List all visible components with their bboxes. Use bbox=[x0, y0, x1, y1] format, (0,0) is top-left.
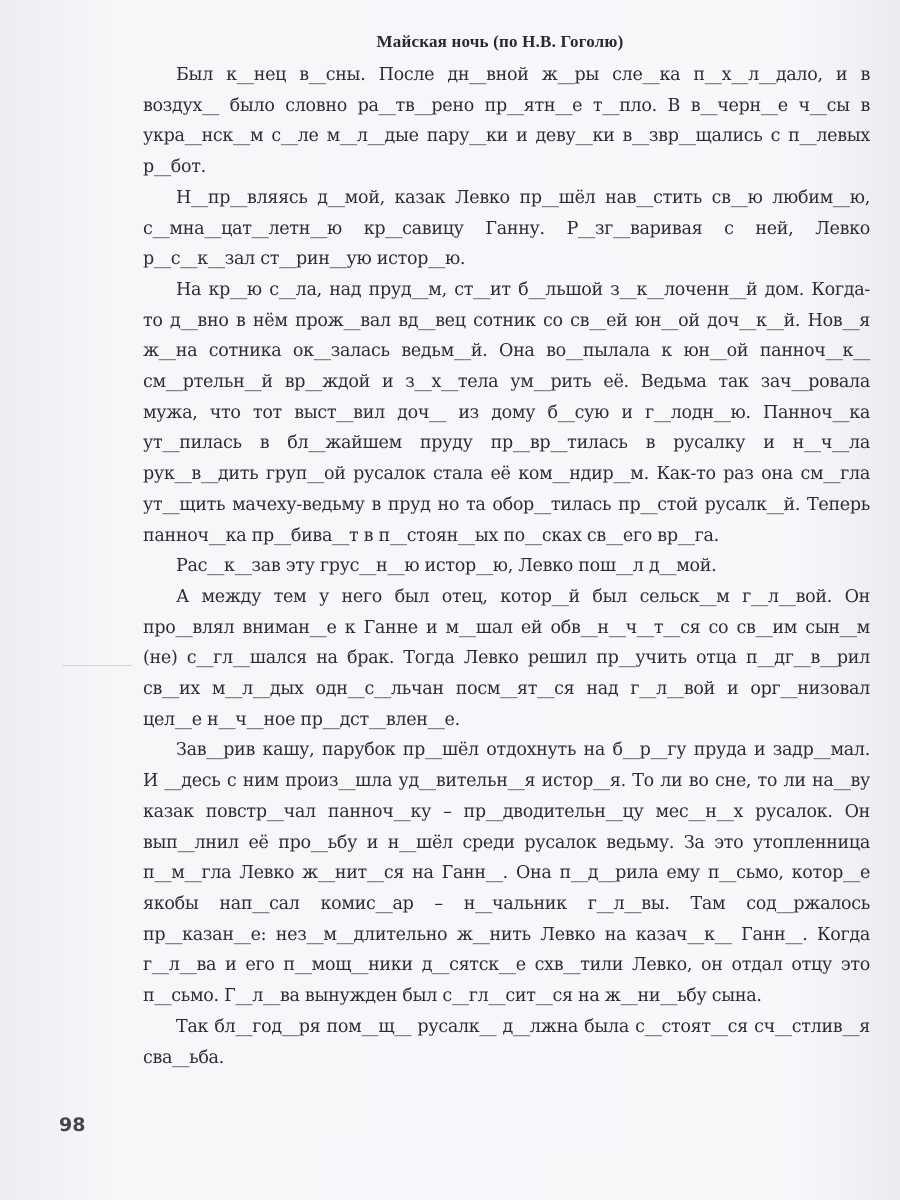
page-title: Майская ночь (по Н.В. Гоголю) bbox=[376, 32, 624, 51]
paragraph-1: Был к__нец в__сны. После дн__вной ж__ры сле__ка п__х__л__дало, и в воздух__ было словно ра__тв__рено пр__ятн__е т__пло. В в__черн__е ч__сы в укра__нск__м с__ле м__л__дые пару__ки и деву__ки в__звр__щались с п__левых р__бот. bbox=[143, 65, 870, 178]
paragraph-4: Рас__к__зав эту грус__н__ю истор__ю, Левко пош__л д__мой. bbox=[176, 556, 717, 577]
paragraph-2: Н__пр__вляясь д__мой, казак Левко пр__шёл нав__стить св__ю любим__ю, с__мна__цат__летн__ю кр__савицу Ганну. Р__зг__варивая с ней, Левко р__с__к__зал ст__рин__ую истор__ю. bbox=[143, 187, 870, 270]
exercise-text bbox=[143, 60, 870, 1073]
margin-divider bbox=[62, 665, 132, 666]
page-number: 98 bbox=[59, 1114, 86, 1136]
paragraph-6: Зав__рив кашу, парубок пр__шёл отдохнуть на б__р__гу пруда и задр__мал. И __десь с ним произ__шла уд__вительн__я истор__я. То ли во сне, то ли на__ву казак повстр__чал панноч__ку – пр__дводительн__цу мес__н__х русалок. Он вып__лнил её про__ьбу и н__шёл среди русалок ведьму. За это утопленница п__м__гла Левко ж__нит__ся на Ганн__. Она п__д__рила ему п__сьмо, котор__е якобы нап__сал комис__ар – н__чальник г__л__вы. Там сод__ржалось пр__казан__е: нез__м__длительно ж__нить Левко на казач__к__ Ганн__. Когда г__л__ва и его п__мощ__ники д__сятск__е схв__тили Левко, он отдал отцу это п__сьмо. Г__л__ва вынужден был с__гл__сит__ся на ж__ни__ьбу сына. bbox=[143, 740, 870, 1007]
paragraph-7: Так бл__год__ря пом__щ__ русалк__ д__лжна была с__стоят__ся сч__стлив__я сва__ьба. bbox=[143, 1016, 870, 1068]
paragraph-5: А между тем у него был отец, котор__й был сельск__м г__л__вой. Он про__влял вниман__е к Ганне и м__шал ей обв__н__ч__т__ся со св__им сын__м (не) с__гл__шался на брак. Тогда Левко решил пр__учить отца п__дг__в__рил св__их м__л__дых одн__с__льчан посм__ят__ся над г__л__вой и орг__низовал цел__е н__ч__ное пр__дст__влен__е. bbox=[143, 586, 870, 730]
paragraph-3: На кр__ю с__ла, над пруд__м, ст__ит б__льшой з__к__лоченн__й дом. Когда-то д__вно в нём прож__вал вд__вец сотник со св__ей юн__ой доч__к__й. Нов__я ж__на сотника ок__залась ведьм__й. Она во__пылала к юн__ой панноч__к__ см__ртельн__й вр__ждой и з__х__тела ум__рить её. Ведьма так зач__ровала мужа, что тот выст__вил доч__ из дому б__сую и г__лодн__ю. Панноч__ка ут__пилась в бл__жайшем пруду пр__вр__тилась в русалку и н__ч__ла рук__в__дить груп__ой русалок стала её ком__ндир__м. Как-то раз она см__гла ут__щить мачеху-ведьму в пруд но та обор__тилась пр__стой русалк__й. Теперь панноч__ка пр__бива__т в п__стоян__ых по__сках св__его вр__га. bbox=[143, 279, 870, 546]
